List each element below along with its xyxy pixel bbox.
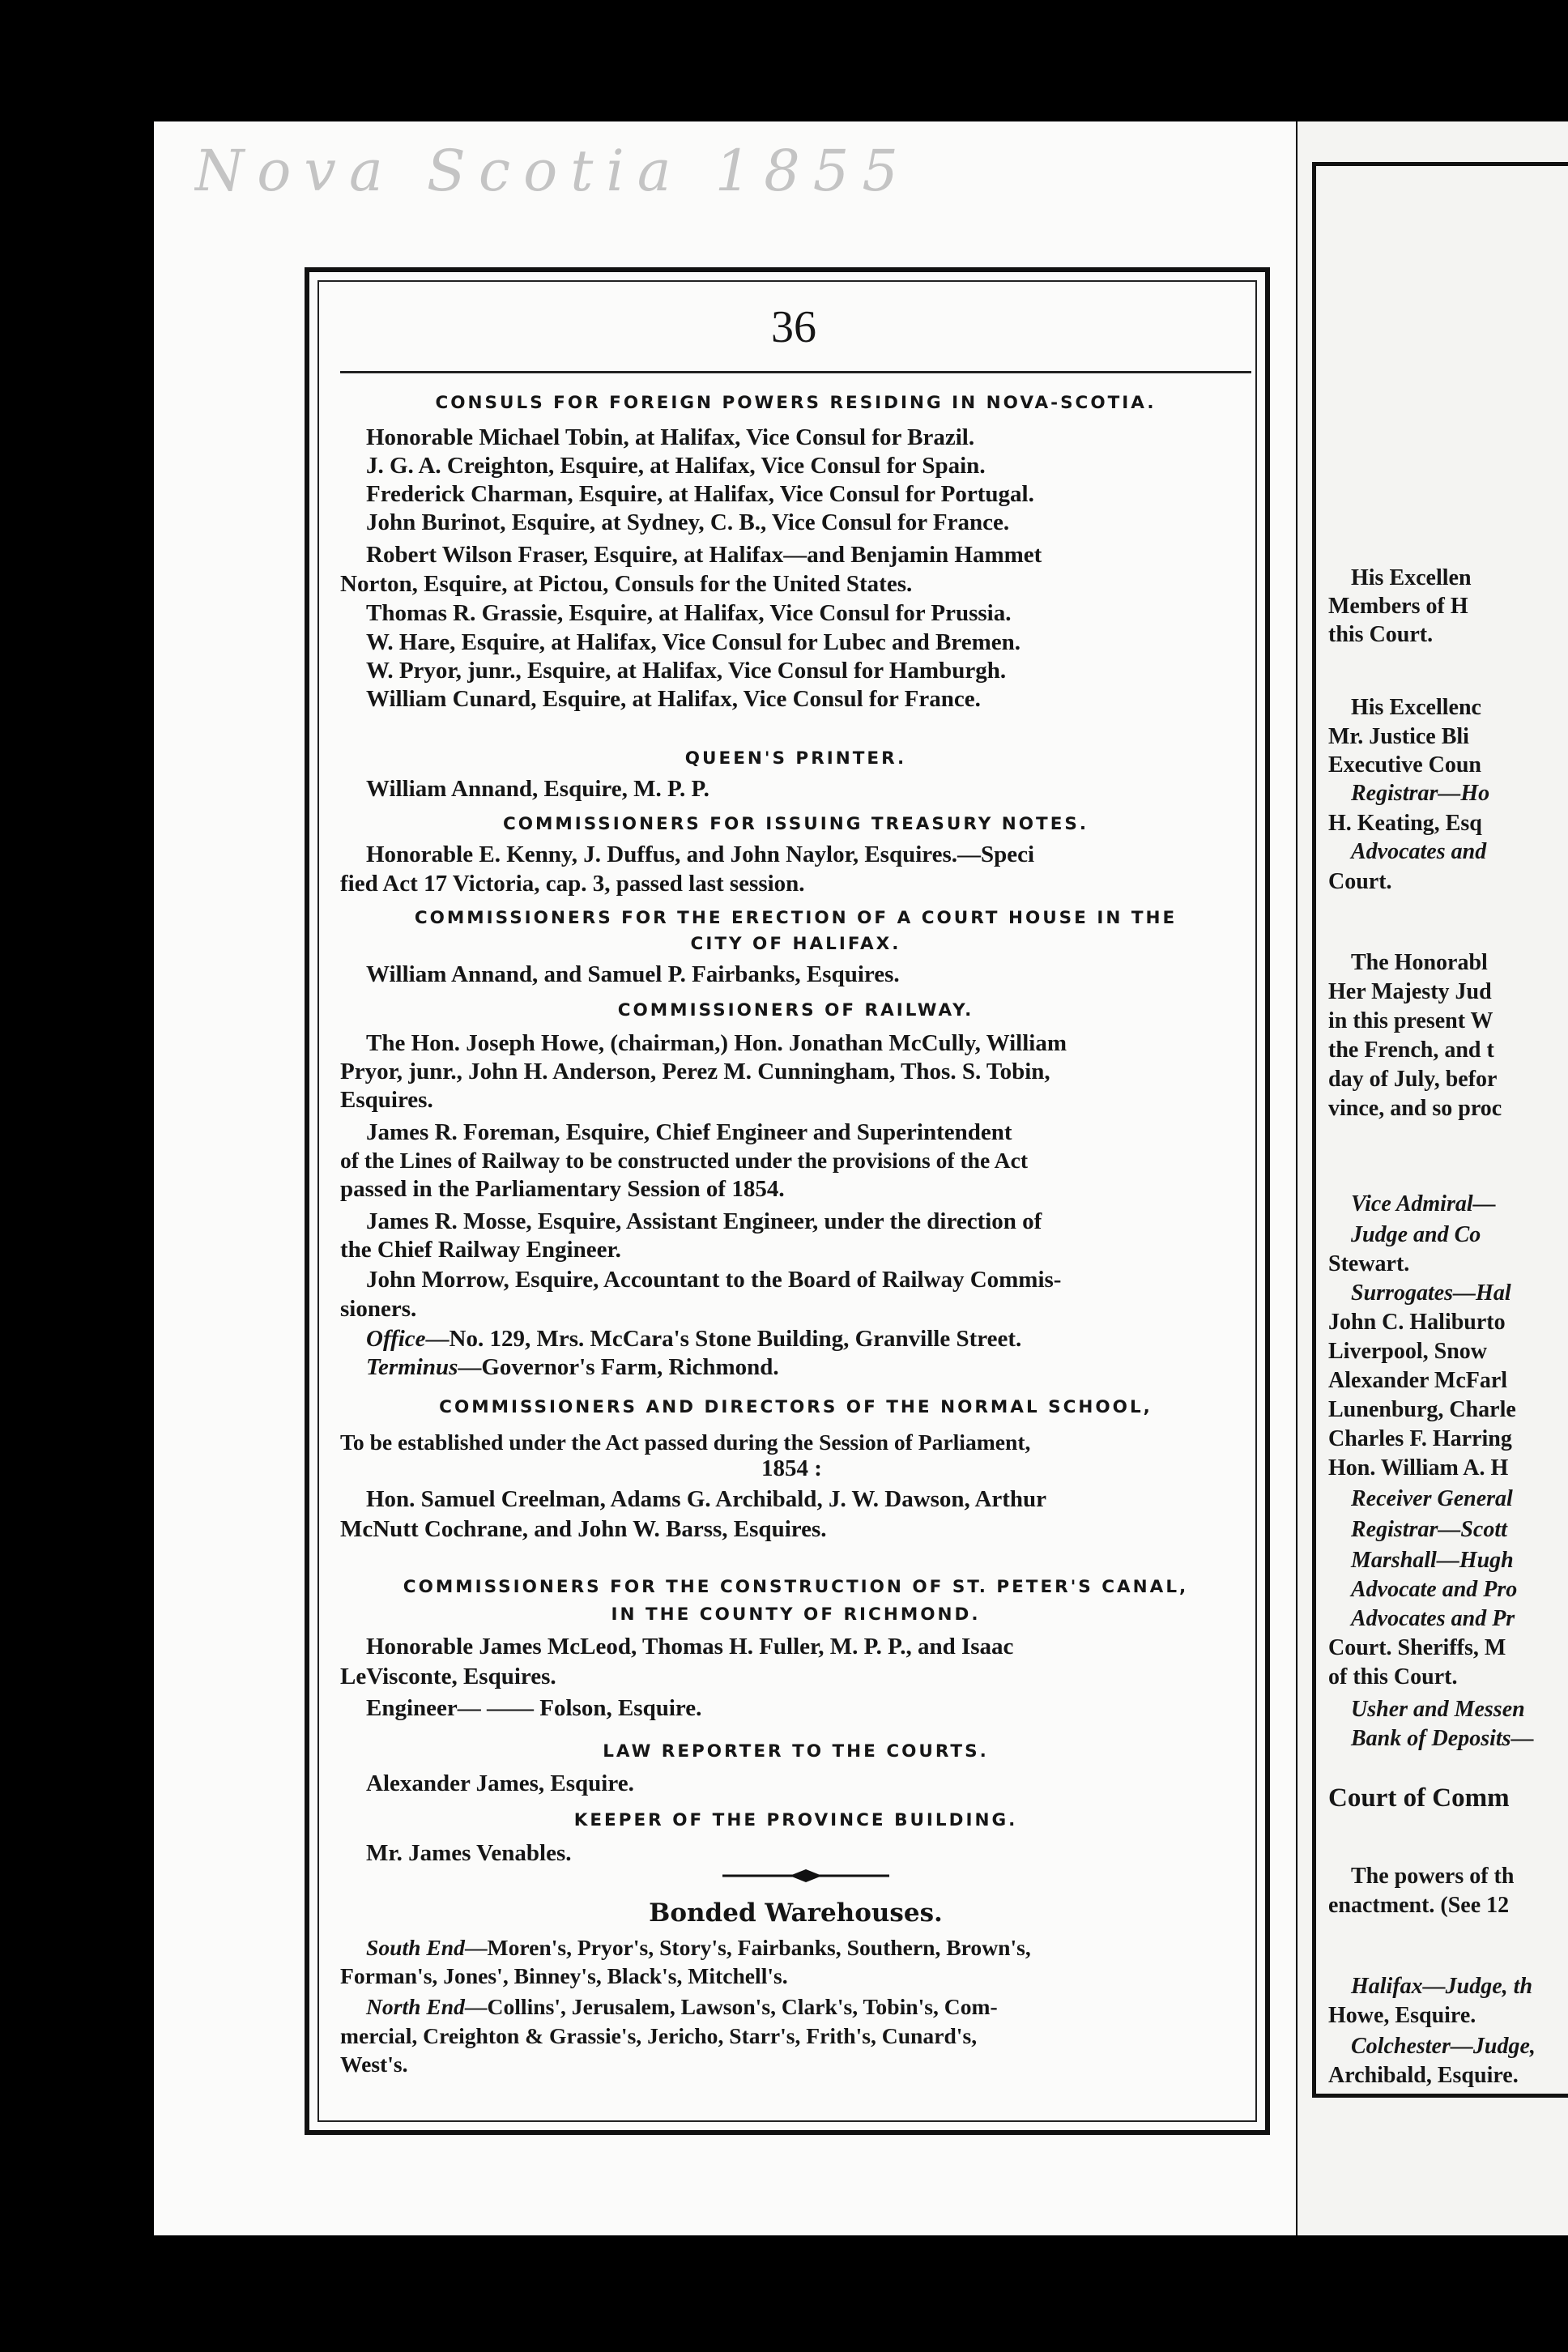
text-line: James R. Foreman, Esquire, Chief Engineer and Superintendent	[366, 1119, 1012, 1145]
south-end-text: —Moren's, Pryor's, Story's, Fairbanks, Southern, Brown's,	[464, 1935, 1031, 1960]
right-text-line: the French, and t	[1328, 1038, 1494, 1063]
right-text-line: Mr. Justice Bli	[1328, 724, 1469, 749]
right-text-line: Executive Coun	[1328, 752, 1481, 778]
text-line: fied Act 17 Victoria, cap. 3, passed last session.	[340, 871, 805, 897]
text-line: W. Pryor, junr., Esquire, at Halifax, Vice Consul for Hamburgh.	[366, 658, 1007, 684]
text-line: Robert Wilson Fraser, Esquire, at Halifax—and Benjamin Hammet	[366, 542, 1042, 568]
page-number: 36	[771, 302, 816, 352]
right-text-line: H. Keating, Esq	[1328, 811, 1482, 836]
right-text-line: Court.	[1328, 869, 1392, 894]
text-line: Alexander James, Esquire.	[366, 1770, 634, 1796]
header-rule	[340, 371, 1251, 373]
right-text-line: Marshall—Hugh	[1351, 1548, 1514, 1573]
text-line: Honorable E. Kenny, J. Duffus, and John Naylor, Esquires.—Speci	[366, 842, 1035, 867]
section-heading: LAW REPORTER TO THE COURTS.	[603, 1741, 989, 1762]
right-text-line: The powers of th	[1351, 1864, 1515, 1889]
text-line: John Morrow, Esquire, Accountant to the Board of Railway Commis-	[366, 1267, 1062, 1293]
text-line: Thomas R. Grassie, Esquire, at Halifax, Vice Consul for Prussia.	[366, 600, 1012, 626]
right-text-line: Court. Sheriffs, M	[1328, 1635, 1506, 1660]
text-line: McNutt Cochrane, and John W. Barss, Esquires.	[340, 1516, 827, 1542]
text-line: mercial, Creighton & Grassie's, Jericho, Starr's, Frith's, Cunard's,	[340, 2023, 978, 2048]
terminus-label: Terminus	[366, 1354, 458, 1380]
north-end-line	[340, 1992, 1277, 2022]
right-text-line: Stewart.	[1328, 1251, 1410, 1276]
bonded-warehouses-title: Bonded Warehouses.	[649, 1898, 943, 1928]
text-line: The Hon. Joseph Howe, (chairman,) Hon. Jonathan McCully, William	[366, 1030, 1067, 1056]
section-heading: COMMISSIONERS AND DIRECTORS OF THE NORMAL SCHOOL,	[439, 1397, 1153, 1417]
section-heading: IN THE COUNTY OF RICHMOND.	[611, 1604, 981, 1625]
text-line: Engineer— —— Folson, Esquire.	[366, 1695, 702, 1721]
right-text-line: Howe, Esquire.	[1328, 2003, 1476, 2028]
right-text-line: of this Court.	[1328, 1664, 1458, 1689]
right-text-line: The Honorabl	[1351, 950, 1488, 975]
section-heading: CITY OF HALIFAX.	[690, 934, 901, 954]
right-text-line: in this present W	[1328, 1008, 1493, 1033]
right-text-line: Hon. William A. H	[1328, 1455, 1509, 1481]
text-line: Frederick Charman, Esquire, at Halifax, Vice Consul for Portugal.	[366, 481, 1034, 507]
north-end-label: North End	[366, 1994, 465, 2019]
right-text-line: Receiver General	[1351, 1486, 1513, 1511]
section-heading: COMMISSIONERS OF RAILWAY.	[617, 1000, 974, 1020]
text-line: of the Lines of Railway to be constructed under the provisions of the Act	[340, 1148, 1029, 1173]
section-heading: COMMISSIONERS FOR ISSUING TREASURY NOTES.	[502, 814, 1089, 834]
text-line: Honorable James McLeod, Thomas H. Fuller, M. P. P., and Isaac	[366, 1634, 1014, 1660]
right-text-line: Archibald, Esquire.	[1328, 2063, 1519, 2088]
text-line: Mr. James Venables.	[366, 1840, 572, 1866]
text-line: 1854 :	[761, 1455, 822, 1481]
right-text-line: Lunenburg, Charle	[1328, 1397, 1516, 1422]
right-text-line	[1328, 1973, 1568, 2000]
south-end-label: South End	[366, 1935, 465, 1960]
text-line: William Annand, and Samuel P. Fairbanks, Esquires.	[366, 961, 900, 987]
right-section-heading: Court of Comm	[1328, 1783, 1510, 1813]
right-text-line: Advocate and Pro	[1351, 1577, 1518, 1602]
right-text-line: Surrogates—Hal	[1351, 1280, 1511, 1306]
office-line	[340, 1324, 1277, 1353]
text-line: West's.	[340, 2052, 408, 2077]
ornament-divider	[721, 1866, 891, 1885]
right-text-line: His Excellen	[1351, 565, 1472, 590]
south-end-line	[340, 1933, 1277, 1962]
right-text-line: Advocates and	[1351, 839, 1487, 864]
text-line: James R. Mosse, Esquire, Assistant Engineer, under the direction of	[366, 1208, 1042, 1234]
right-text-line: Registrar—Ho	[1351, 781, 1490, 806]
terminus-line	[340, 1353, 1277, 1382]
text-line: Forman's, Jones', Binney's, Black's, Mitchell's.	[340, 1963, 788, 1988]
right-text-line: Members of H	[1328, 594, 1468, 619]
text-line: Esquires.	[340, 1087, 433, 1113]
right-text-line: Advocates and Pr	[1351, 1606, 1515, 1631]
north-end-text: —Collins', Jerusalem, Lawson's, Clark's, Tobin's, Com-	[464, 1994, 998, 2019]
right-text-line: Judge and Co	[1351, 1222, 1481, 1247]
text-line: Hon. Samuel Creelman, Adams G. Archibald, J. W. Dawson, Arthur	[366, 1486, 1047, 1512]
text-line: LeVisconte, Esquires.	[340, 1664, 556, 1689]
right-text-line: Registrar—Scott	[1351, 1517, 1507, 1542]
right-text-line: vince, and so proc	[1328, 1096, 1502, 1121]
right-text-line: John C. Haliburto	[1328, 1310, 1506, 1335]
text-line: J. G. A. Creighton, Esquire, at Halifax, Vice Consul for Spain.	[366, 453, 986, 479]
office-label: Office	[366, 1326, 426, 1352]
right-text-line: Alexander McFarl	[1328, 1368, 1508, 1393]
pencil-note: Nova Scotia 1855	[194, 138, 911, 204]
right-text-line: Liverpool, Snow	[1328, 1339, 1488, 1364]
right-text-line: Colchester—Judge,	[1351, 2034, 1536, 2059]
text-line: sioners.	[340, 1296, 417, 1322]
text-line: Pryor, junr., John H. Anderson, Perez M. Cunningham, Thos. S. Tobin,	[340, 1059, 1050, 1084]
right-text-line: Usher and Messen	[1351, 1697, 1525, 1722]
right-halifax-label: Halifax—Judge, th	[1351, 1974, 1533, 1999]
office-text: —No. 129, Mrs. McCara's Stone Building, Granville Street.	[425, 1326, 1022, 1352]
text-line: Norton, Esquire, at Pictou, Consuls for the United States.	[340, 571, 913, 597]
text-line: William Cunard, Esquire, at Halifax, Vice Consul for France.	[366, 686, 981, 712]
text-line: Honorable Michael Tobin, at Halifax, Vice Consul for Brazil.	[366, 424, 975, 450]
text-line: John Burinot, Esquire, at Sydney, C. B., Vice Consul for France.	[366, 509, 1010, 535]
section-heading: COMMISSIONERS FOR THE ERECTION OF A COURT HOUSE IN THE	[414, 908, 1178, 928]
right-text-line: His Excellenc	[1351, 695, 1481, 720]
right-text-line: day of July, befor	[1328, 1067, 1498, 1092]
right-text-line: Her Majesty Jud	[1328, 979, 1492, 1004]
text-line: the Chief Railway Engineer.	[340, 1237, 621, 1263]
terminus-text: —Governor's Farm, Richmond.	[458, 1354, 779, 1380]
section-heading: CONSULS FOR FOREIGN POWERS RESIDING IN NOVA-SCOTIA.	[435, 393, 1157, 413]
right-text-line: Charles F. Harring	[1328, 1426, 1512, 1451]
right-text-line: Vice Admiral—	[1351, 1191, 1496, 1216]
right-text-line: Bank of Deposits—	[1351, 1726, 1534, 1751]
section-heading: QUEEN'S PRINTER.	[684, 748, 907, 769]
section-heading: KEEPER OF THE PROVINCE BUILDING.	[573, 1810, 1018, 1830]
right-text-line: this Court.	[1328, 622, 1434, 647]
text-line: William Annand, Esquire, M. P. P.	[366, 776, 709, 802]
right-text-line: enactment. (See 12	[1328, 1893, 1510, 1918]
section-heading: COMMISSIONERS FOR THE CONSTRUCTION OF ST. PETER'S CANAL,	[403, 1577, 1189, 1597]
text-line: passed in the Parliamentary Session of 1854.	[340, 1176, 785, 1202]
text-line: W. Hare, Esquire, at Halifax, Vice Consul for Lubec and Bremen.	[366, 629, 1021, 655]
text-line: To be established under the Act passed during the Session of Parliament,	[340, 1430, 1031, 1455]
